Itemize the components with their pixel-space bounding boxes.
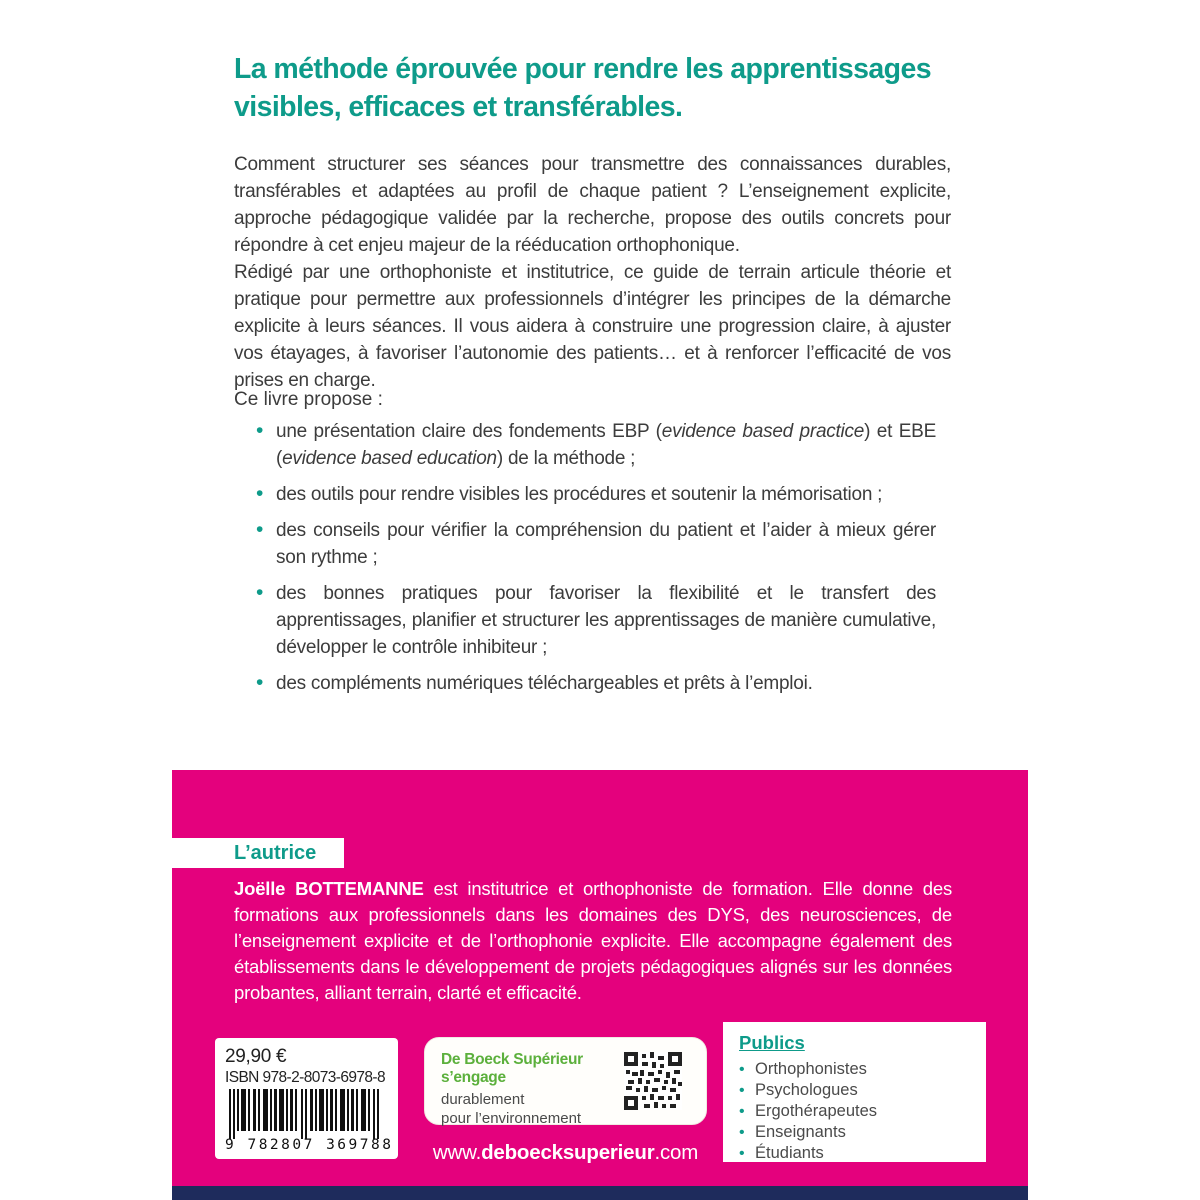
author-tab-label: L’autrice [234, 841, 317, 864]
list-item [739, 1080, 976, 1101]
list-item [739, 1122, 976, 1143]
intro-paragraph-2: Rédigé par une orthophoniste et institutrice, ce guide de terrain articule théorie et pratique pour permettre aux professionnels d’intégrer les principes de la démarche explicite à leurs séances. Il vous aidera à construire une progression claire, à ajuster vos étayages, à favoriser l’autonomie des patients… et à renforcer l’efficacité de vos prises en charge. [234, 262, 951, 391]
engage-box [424, 1037, 707, 1125]
list-item [256, 418, 936, 472]
bullet-icon: • [739, 1103, 745, 1120]
list-item [739, 1059, 976, 1080]
feature-text-italic: evidence based practice [661, 421, 865, 442]
bullet-icon: • [739, 1145, 745, 1162]
list-item [256, 580, 936, 661]
feature-text: ) et EBE ( [276, 421, 937, 469]
list-item [256, 481, 936, 508]
headline-line1: La méthode éprouvée pour rendre les apprentissages [234, 53, 931, 85]
feature-text: ) de la méthode ; [496, 448, 636, 469]
list-item [256, 517, 936, 571]
engage-headline: De Boeck Supérieur s’engage [441, 1051, 583, 1086]
isbn: ISBN 978-2-8073-6978-8 [225, 1069, 385, 1086]
intro-paragraph-1: Comment structurer ses séances pour transmettre des connaissances durables, transférables et adaptées au profil de chaque patient ? L’enseignement explicite, approche pédagogique validée par la recherche, propose des outils concrets pour répondre à cet enjeu majeur de la rééducation orthophonique. [234, 154, 951, 256]
bullet-icon: • [739, 1061, 745, 1078]
bullet-icon: • [256, 419, 264, 442]
feature-text: des outils pour rendre visibles les procédures et soutenir la mémorisation ; [276, 484, 883, 505]
feature-text-italic: evidence based education [282, 448, 497, 469]
website-suffix: .com [654, 1141, 699, 1164]
feature-text: des conseils pour vérifier la compréhension du patient et l’aider à mieux gérer son rythme ; [276, 520, 936, 568]
list-intro: Ce livre propose : [234, 389, 383, 410]
list-item [256, 670, 936, 697]
publics-item-label: Psychologues [755, 1081, 858, 1099]
bullet-icon: • [256, 482, 264, 505]
author-bio-text: est institutrice et orthophoniste de formation. Elle donne des formations aux professionnels dans les domaines des DYS, des neurosciences, de l’enseignement explicite et de l’orthophonie explicite. Elle accompagne également des établissements dans le développement de projets pédagogiques alignés sur les données probantes, alliant terrain, clarté et efficacité. [234, 878, 952, 1003]
bullet-icon: • [739, 1082, 745, 1099]
bullet-icon: • [256, 581, 264, 604]
publics-box [723, 1022, 986, 1162]
barcode-digits: 9 782807 369788 [225, 1137, 394, 1153]
headline-line2: visibles, efficaces et transférables. [234, 91, 683, 123]
price: 29,90 € [225, 1046, 287, 1067]
engage-line3: pour l’environnement [441, 1110, 582, 1127]
publics-list [739, 1059, 976, 1164]
barcode [225, 1089, 388, 1139]
feature-text: des bonnes pratiques pour favoriser la flexibilité et le transfert des apprentissages, planifier et structurer les apprentissages de manière cumulative, développer le contrôle inhibiteur ; [276, 583, 936, 658]
feature-text: des compléments numériques téléchargeables et prêts à l’emploi. [276, 673, 813, 694]
website-url [394, 1141, 737, 1165]
engage-line2: durablement [441, 1091, 525, 1108]
author-band [172, 770, 1028, 1200]
list-item [739, 1143, 976, 1164]
feature-list [256, 418, 936, 706]
website-domain: deboecksuperieur [481, 1141, 655, 1164]
publics-item-label: Ergothérapeutes [755, 1102, 878, 1120]
feature-text: une présentation claire des fondements EBP ( [276, 421, 662, 442]
author-tab [172, 838, 344, 868]
price-isbn-box [215, 1038, 398, 1159]
bullet-icon: • [739, 1124, 745, 1141]
bullet-icon: • [256, 671, 264, 694]
author-bio [234, 876, 952, 1006]
publics-heading: Publics [739, 1032, 805, 1053]
publics-item-label: Orthophonistes [755, 1060, 867, 1078]
publics-item-label: Étudiants [755, 1144, 824, 1162]
footer-navy-strip [172, 1186, 1028, 1200]
list-item [739, 1101, 976, 1122]
publics-item-label: Enseignants [755, 1123, 846, 1141]
author-name: Joëlle BOTTEMANNE [234, 878, 424, 899]
website-prefix: www. [432, 1141, 482, 1164]
headline [234, 50, 934, 126]
bullet-icon: • [256, 518, 264, 541]
qr-code-icon [624, 1052, 682, 1110]
